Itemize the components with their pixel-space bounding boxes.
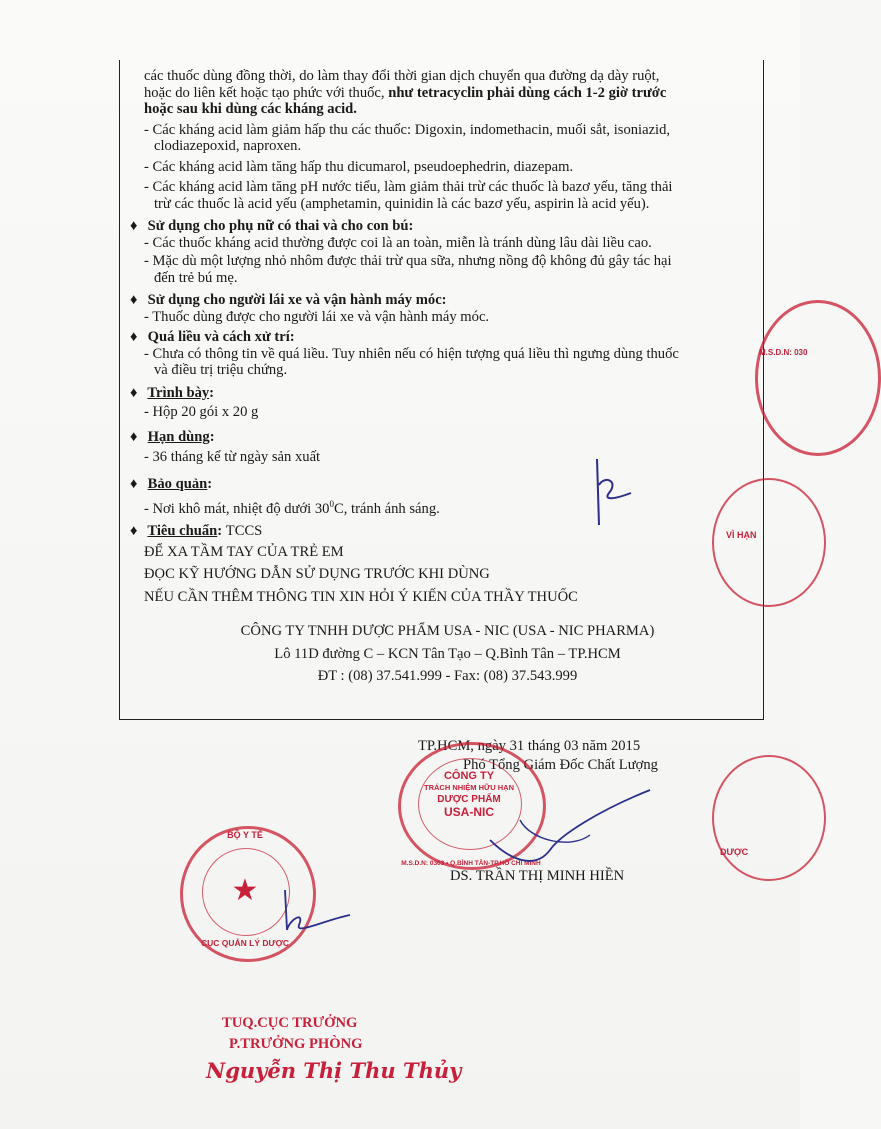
signoff-name: DS. TRẦN THỊ MINH HIỀN <box>450 868 625 884</box>
official-signature <box>275 880 355 940</box>
company-phone: ĐT : (08) 37.541.999 - Fax: (08) 37.543.999 <box>317 668 578 685</box>
storage-text-pre: - Nơi khô mát, nhiệt độ dưới 30 <box>144 500 330 517</box>
section-shelf: ♦ Hạn dùng: <box>130 428 215 445</box>
edge-stamp-bottom-right <box>712 755 812 885</box>
ministry-stamp-bottom: CỤC QUẢN LÝ DƯỢC <box>201 938 289 948</box>
edge-stamp-bottom-right-text: DƯỢC <box>720 847 749 857</box>
signoff-date: TP.HCM, ngày 31 tháng 03 năm 2015 <box>418 738 641 754</box>
company-block <box>144 623 751 685</box>
stamp-line-4: USA-NIC <box>444 805 494 819</box>
warning-3: NẾU CẦN THÊM THÔNG TIN XIN HỎI Ý KIẾN CỦA THẦY THUỐC <box>144 588 578 605</box>
authority-line-2: P.TRƯỞNG PHÒNG <box>229 1036 363 1052</box>
warning-2: ĐỌC KỸ HƯỚNG DẪN SỬ DỤNG TRƯỚC KHI DÙNG <box>144 566 490 583</box>
intro-bold-1: như tetracyclin phải dùng cách 1-2 giờ trước <box>388 84 667 101</box>
stamp-line-3: DƯỢC PHẨM <box>437 794 501 805</box>
diamond-bullet-icon: ♦ <box>130 292 138 308</box>
section-driving: ♦ Sử dụng cho người lái xe và vận hành máy móc: <box>130 292 447 308</box>
stamp-ring-text: M.S.D.N: 0303 • Q.BÌNH TÂN-TP.HỒ CHÍ MINH <box>401 860 541 867</box>
section-standard: ♦ Tiêu chuẩn: TCCS <box>130 523 263 540</box>
overdose-line-1a: - Chưa có thông tin về quá liều. Tuy nhiên nếu có hiện tượng quá liều thì ngưng dùng thuốc <box>144 345 679 362</box>
storage-degree: 0 <box>329 499 334 509</box>
section-overdose-title: Quá liều và cách xử trí <box>147 329 290 345</box>
driving-line-1: - Thuốc dùng được cho người lái xe và vận hành máy móc. <box>144 308 490 325</box>
section-presentation: ♦ Trình bày: <box>130 384 215 401</box>
diamond-bullet-icon: ♦ <box>130 523 138 540</box>
shelf-line-1: - 36 tháng kể từ ngày sản xuất <box>144 449 321 465</box>
interaction-1-l1: - Các kháng acid làm giảm hấp thu các thuốc: Digoxin, indomethacin, muối sắt, isoniazid, <box>144 121 671 138</box>
company-name: CÔNG TY TNHH DƯỢC PHẨM USA - NIC (USA - NIC PHARMA) <box>240 623 655 640</box>
section-pregnancy: ♦ Sử dụng cho phụ nữ có thai và cho con bú: <box>130 218 414 234</box>
section-shelf-title: Hạn dùng <box>147 428 210 445</box>
diamond-bullet-icon: ♦ <box>130 329 138 345</box>
leaflet-box <box>119 60 764 720</box>
director-signature <box>480 780 660 880</box>
warning-1: ĐỂ XA TẦM TAY CỦA TRẺ EM <box>144 543 344 560</box>
section-storage: ♦ Bảo quản: <box>130 475 213 492</box>
section-driving-title: Sử dụng cho người lái xe và vận hành máy móc <box>147 292 442 308</box>
authority-line-1: TUQ.CỤC TRƯỞNG <box>222 1015 358 1031</box>
section-pregnancy-title: Sử dụng cho phụ nữ có thai và cho con bú <box>147 218 409 234</box>
interaction-3-l2: trừ các thuốc là acid yếu (amphetamin, quinidin là các bazơ yếu, aspirin là acid yếu). <box>154 195 650 212</box>
initials-signature <box>585 455 645 535</box>
diamond-bullet-icon: ♦ <box>130 428 138 445</box>
pregnancy-line-1: - Các thuốc kháng acid thường được coi là an toàn, miễn là tránh dùng lâu dài liều cao. <box>144 234 652 251</box>
signoff-role: Phó Tổng Giám Đốc Chất Lượng <box>463 757 658 773</box>
intro-line-3 <box>144 101 751 118</box>
overdose-line-1b: và điều trị triệu chứng. <box>154 362 288 378</box>
ministry-stamp-top: BỘ Y TẾ <box>227 830 263 840</box>
edge-stamp-top-right-text: M.S.D.N: 030 <box>759 348 808 357</box>
interaction-2-l1: - Các kháng acid làm tăng hấp thu dicumarol, pseudoephedrin, diazepam. <box>144 158 574 175</box>
storage-text-post: C, tránh ánh sáng. <box>333 500 440 517</box>
pregnancy-line-2a: - Mặc dù một lượng nhỏ nhôm được thải trừ qua sữa, nhưng nồng độ không đủ gây tác hại <box>144 253 672 269</box>
edge-stamp-mid-right <box>712 478 812 608</box>
section-overdose: ♦ Quá liều và cách xử trí: <box>130 329 295 345</box>
company-address: Lô 11D đường C – KCN Tân Tạo – Q.Bình Tân – TP.HCM <box>274 645 621 662</box>
standard-value: TCCS <box>225 523 263 540</box>
stamp-line-1: CÔNG TY <box>443 770 495 782</box>
intro-line-1: các thuốc dùng đồng thời, do làm thay đổi thời gian dịch chuyển qua đường dạ dày ruột, <box>144 68 660 84</box>
edge-stamp-top-right <box>755 300 855 460</box>
diamond-bullet-icon: ♦ <box>130 384 138 401</box>
stamp-line-2: TRÁCH NHIỆM HỮU HẠN <box>424 783 514 792</box>
presentation-line-1: - Hộp 20 gói x 20 g <box>144 404 259 420</box>
intro-line-2-text: hoặc do liên kết hoặc tạo phức với thuốc, <box>144 84 385 101</box>
intro-bold-2: hoặc sau khi dùng các kháng acid. <box>144 101 357 117</box>
diamond-bullet-icon: ♦ <box>130 218 138 234</box>
section-presentation-title: Trình bày <box>147 384 210 401</box>
interaction-3-l1: - Các kháng acid làm tăng pH nước tiểu, làm giảm thải trừ các thuốc là bazơ yếu, tăng thải <box>144 179 673 195</box>
storage-line-1 <box>144 496 751 517</box>
section-standard-title: Tiêu chuẩn <box>147 523 218 540</box>
diamond-bullet-icon: ♦ <box>130 475 138 492</box>
pregnancy-line-2b: đến trẻ bú mẹ. <box>154 269 238 286</box>
emblem-star-icon: ★ <box>231 874 259 907</box>
interaction-1-l2: clodiazepoxid, naproxen. <box>154 138 302 154</box>
section-storage-title: Bảo quản <box>147 475 208 492</box>
edge-stamp-mid-right-text: VÌ HẠN <box>726 530 757 540</box>
intro-line-2 <box>144 85 751 102</box>
authority-signature: Nguyễn Thị Thu Thủy <box>206 1058 462 1083</box>
